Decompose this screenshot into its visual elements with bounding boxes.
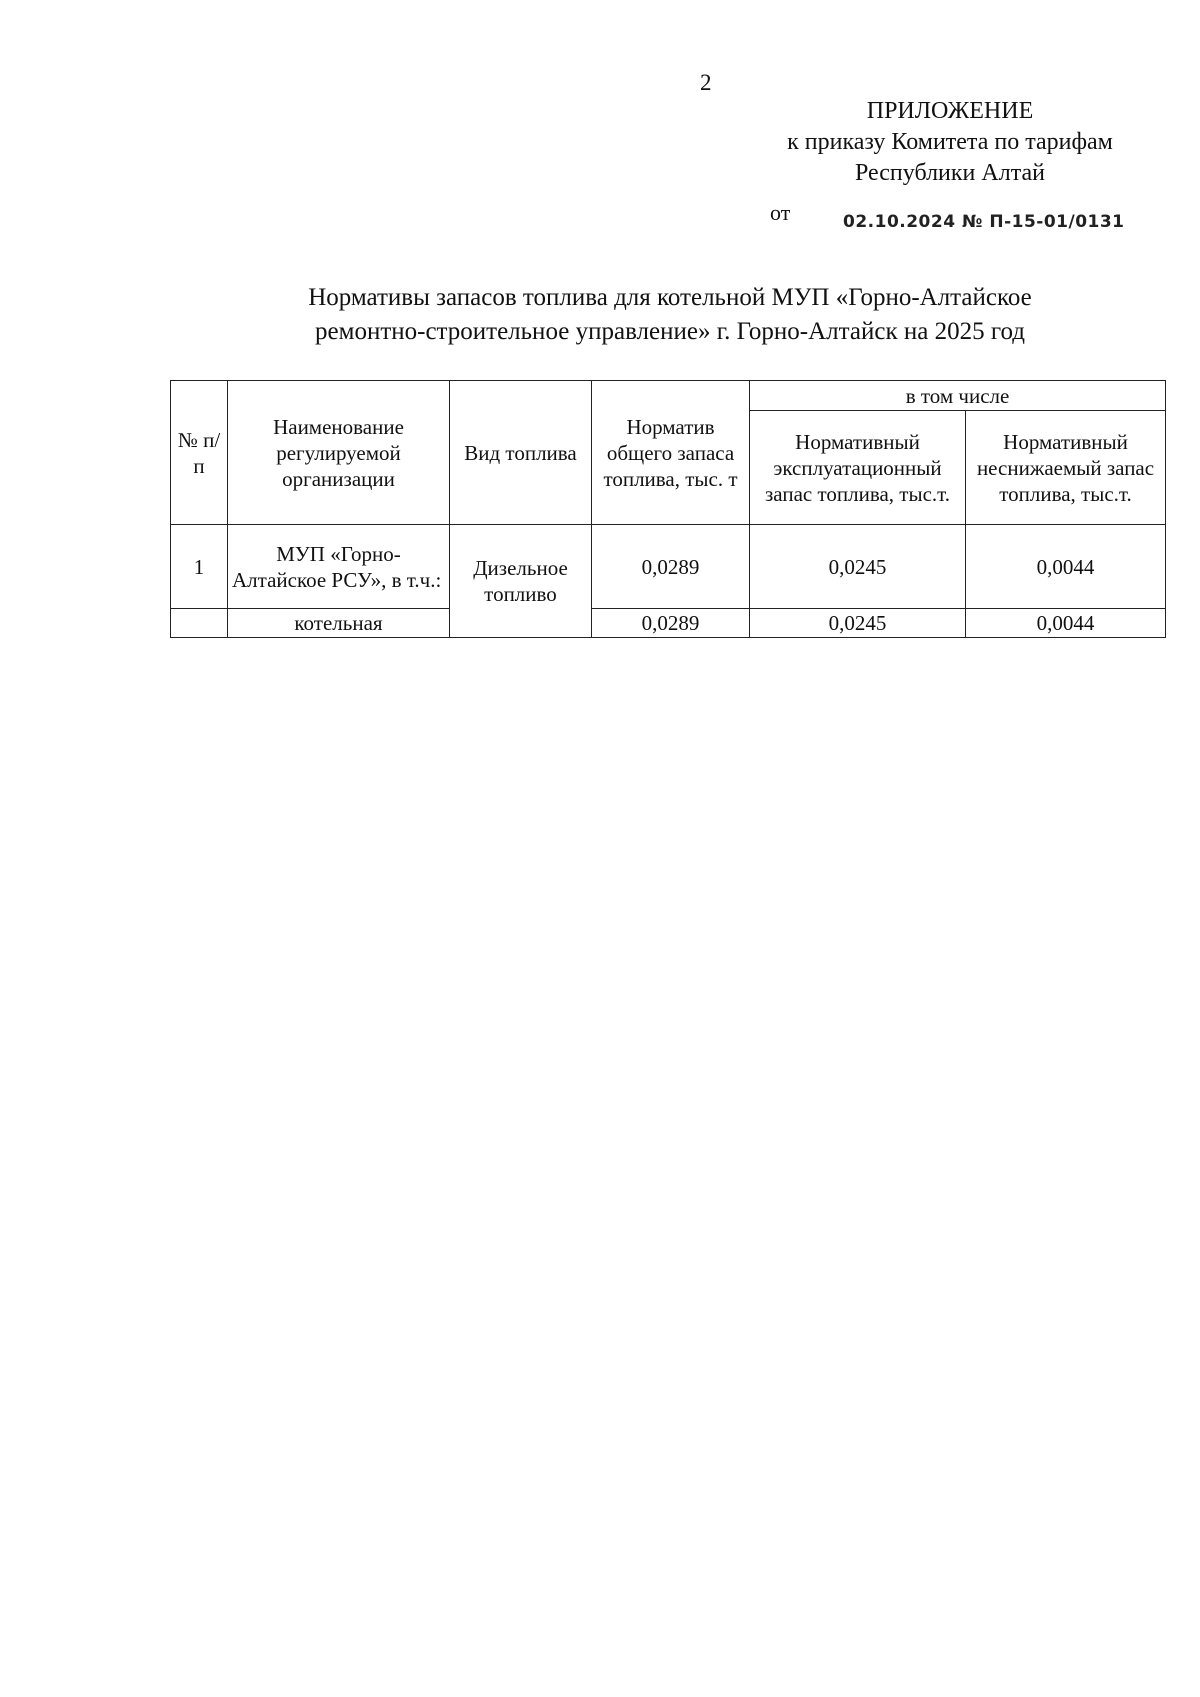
row-organization: котельная [228,609,450,638]
row-organization: МУП «Горно-Алтайское РСУ», в т.ч.: [228,525,450,609]
table-header-row [171,381,1166,411]
header-organization: Наименование регулируемой организации [228,381,450,525]
table-row [171,609,1166,638]
row-total-reserve: 0,0289 [592,525,750,609]
row-num: 1 [171,525,228,609]
page-number: 2 [700,70,712,95]
row-operational-reserve: 0,0245 [750,609,966,638]
appendix-line-1: к приказу Комитета по тарифам [787,129,1113,155]
table-row [171,525,1166,609]
fuel-norms-table [170,380,1166,638]
header-total-reserve: Норматив общего запаса топлива, тыс. т [592,381,750,525]
header-operational-reserve: Нормативный эксплуатационный запас топлива, тыс.т. [750,411,966,525]
row-minimum-reserve: 0,0044 [966,609,1166,638]
document-title [160,281,1180,349]
appendix-line-2: Республики Алтай [855,160,1045,186]
header-num: № п/п [171,381,228,525]
row-fuel-type: Дизельное топливо [450,525,592,638]
row-operational-reserve: 0,0245 [750,525,966,609]
row-total-reserve: 0,0289 [592,609,750,638]
appendix-title: ПРИЛОЖЕНИЕ [866,98,1034,124]
row-minimum-reserve: 0,0044 [966,525,1166,609]
order-reference: 02.10.2024 № П-15-01/0131 [843,212,1125,232]
header-including: в том числе [750,381,1166,411]
order-date-prefix: от [770,200,791,225]
header-minimum-reserve: Нормативный неснижаемый запас топлива, тыс.т. [966,411,1166,525]
header-fuel-type: Вид топлива [450,381,592,525]
row-num [171,609,228,638]
document-title-line-2: ремонтно-строительное управление» г. Горно-Алтайск на 2025 год [315,318,1025,345]
document-title-line-1: Нормативы запасов топлива для котельной МУП «Горно-Алтайское [308,284,1032,311]
appendix-header [740,96,1160,189]
